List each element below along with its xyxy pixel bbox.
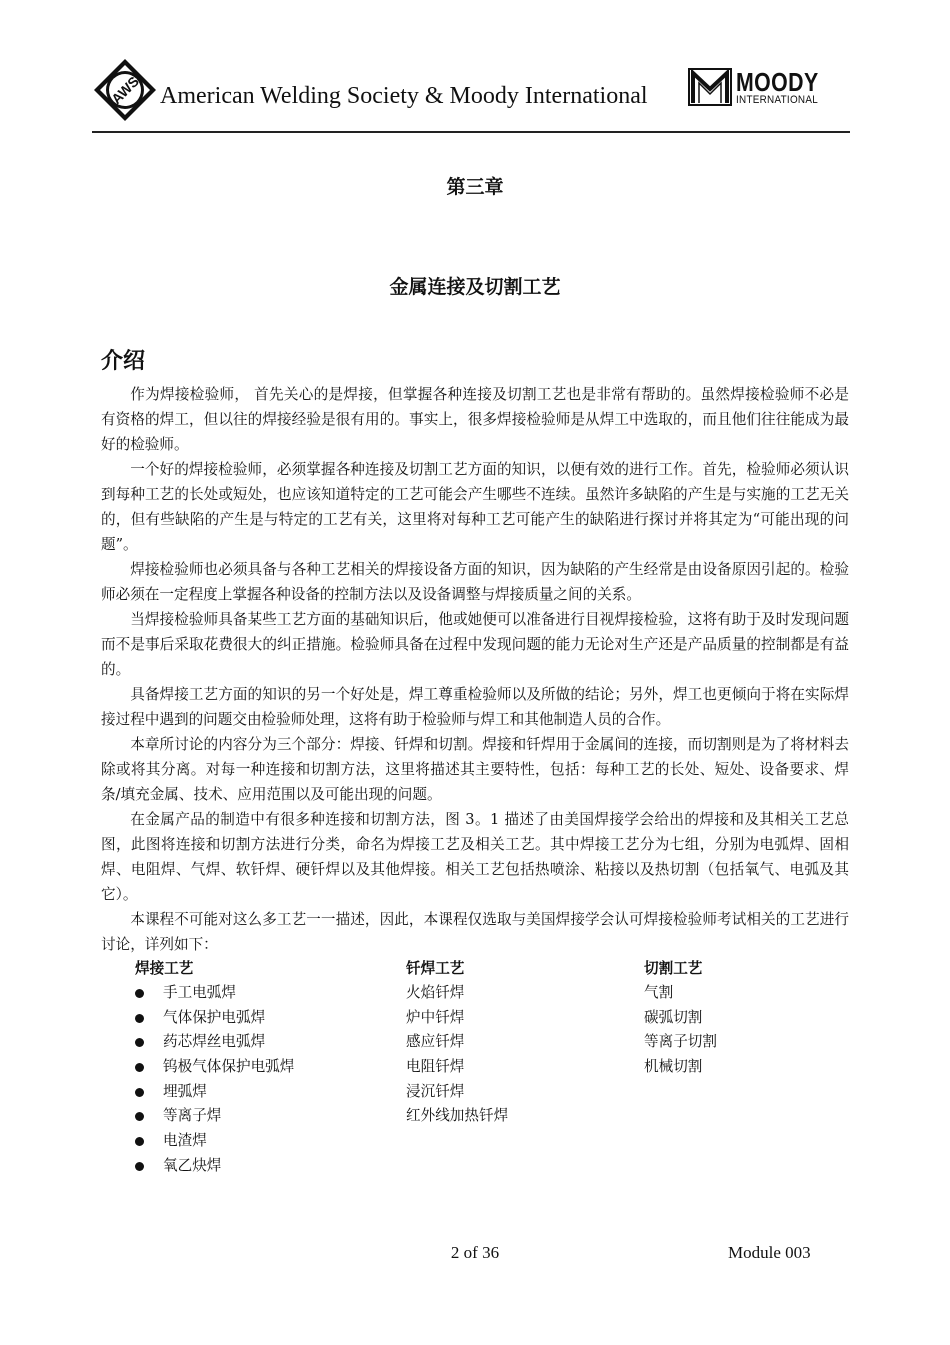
- paragraph: 作为焊接检验师， 首先关心的是焊接，但掌握各种连接及切割工艺也是非常有帮助的。虽然焊接检验师不必是有资格的焊工，但以往的焊接经验是很有用的。事实上，很多焊接检验师是从焊工中选取的，而且他们往往能成为最好的检验师。: [101, 386, 849, 453]
- page-number: 2 of 36: [450, 1243, 500, 1262]
- welding-processes-column: [135, 956, 294, 1179]
- list-item: 机械切割: [644, 1058, 703, 1076]
- list-item: 红外线加热钎焊: [406, 1107, 509, 1125]
- list-item: 炉中钎焊: [406, 1008, 465, 1026]
- bullet-icon: [135, 1038, 144, 1047]
- list-item: 电阻钎焊: [406, 1058, 465, 1076]
- paragraph: 在金属产品的制造中有很多种连接和切割方法，图 3。1 描述了由美国焊接学会给出的焊接和及其相关工艺总图，此图将连接和切割方法进行分类，命名为焊接工艺及相关工艺。其中焊接工艺分为七组，分别为电弧焊、固相焊、电阻焊、气焊、软钎焊、硬钎焊以及其他焊接。相关工艺包括热喷涂、粘接以及热切割（包括氧气、电弧及其它）。: [101, 811, 849, 903]
- paragraph: 本课程不可能对这么多工艺一一描述，因此，本课程仅选取与美国焊接学会认可焊接检验师考试相关的工艺进行讨论，详列如下：: [101, 911, 849, 953]
- paragraph: 焊接检验师也必须具备与各种工艺相关的焊接设备方面的知识，因为缺陷的产生经常是由设备原因引起的。检验师必须在一定程度上掌握各种设备的控制方法以及设备调整与焊接质量之间的关系。: [101, 561, 849, 603]
- paragraph: 当焊接检验师具备某些工艺方面的基础知识后，他或她便可以准备进行目视焊接检验，这将有助于及时发现问题而不是事后采取花费很大的纠正措施。检验师具备在过程中发现问题的能力无论对生产还是产品质量的控制都是有益的。: [101, 611, 849, 678]
- brazing-processes-heading: 钎焊工艺: [406, 960, 465, 977]
- aws-logo-text: AWS: [108, 73, 142, 107]
- list-item: 等离子切割: [644, 1033, 717, 1051]
- list-item: 感应钎焊: [406, 1033, 465, 1051]
- header-divider: [92, 131, 850, 133]
- page-header: [92, 55, 850, 133]
- list-item: 火焰钎焊: [406, 984, 465, 1001]
- cutting-processes-heading: 切割工艺: [644, 960, 703, 977]
- chapter-number: 第三章: [446, 176, 504, 198]
- list-item: 气体保护电弧焊: [135, 1006, 294, 1031]
- moody-mark-icon: [688, 67, 732, 107]
- body-text: [101, 382, 849, 957]
- bullet-icon: [135, 1014, 144, 1023]
- module-label: Module 003: [728, 1243, 811, 1262]
- list-item: 手工电弧焊: [135, 981, 294, 1006]
- header-title: American Welding Society & Moody International: [160, 83, 648, 109]
- moody-subtitle: INTERNATIONAL: [736, 94, 818, 106]
- aws-logo: [92, 57, 158, 123]
- moody-name: MOODY: [736, 67, 819, 97]
- list-item: 电渣焊: [135, 1129, 294, 1154]
- bullet-icon: [135, 1063, 144, 1072]
- list-item: 钨极气体保护电弧焊: [135, 1055, 294, 1080]
- bullet-icon: [135, 1088, 144, 1097]
- list-item: 氧乙炔焊: [135, 1154, 294, 1179]
- chapter-title: 金属连接及切割工艺: [389, 276, 561, 298]
- list-item: 药芯焊丝电弧焊: [135, 1030, 294, 1055]
- moody-logo: [688, 67, 820, 111]
- list-item: 等离子焊: [135, 1104, 294, 1129]
- brazing-processes-column: [406, 956, 508, 1129]
- welding-processes-heading: 焊接工艺: [135, 960, 194, 977]
- bullet-icon: [135, 1112, 144, 1121]
- list-item: 浸沉钎焊: [406, 1082, 465, 1100]
- paragraph: 本章所讨论的内容分为三个部分：焊接、钎焊和切割。焊接和钎焊用于金属间的连接，而切割则是为了将材料去除或将其分离。对每一种连接和切割方法，这里将描述其主要特性，包括：每种工艺的长处、短处、设备要求、焊条/填充金属、技术、应用范围以及可能出现的问题。: [101, 736, 849, 803]
- paragraph: 具备焊接工艺方面的知识的另一个好处是，焊工尊重检验师以及所做的结论；另外，焊工也更倾向于将在实际焊接过程中遇到的问题交由检验师处理，这将有助于检验师与焊工和其他制造人员的合作。: [101, 686, 849, 728]
- cutting-processes-column: [644, 956, 717, 1080]
- section-heading: 介绍: [101, 348, 146, 374]
- paragraph: 一个好的焊接检验师，必须掌握各种连接及切割工艺方面的知识，以便有效的进行工作。首先，检验师必须认识到每种工艺的长处或短处，也应该知道特定的工艺可能会产生哪些不连续。虽然许多缺陷的产生是与实施的工艺无关的，但有些缺陷的产生是与特定的工艺有关，这里将对每种工艺可能产生的缺陷进行探讨并将其定为“可能出现的问题”。: [101, 461, 849, 553]
- bullet-icon: [135, 1137, 144, 1146]
- list-item: 气割: [644, 984, 674, 1001]
- bullet-icon: [135, 1162, 144, 1171]
- list-item: 埋弧焊: [135, 1080, 294, 1105]
- bullet-icon: [135, 989, 144, 998]
- list-item: 碳弧切割: [644, 1008, 703, 1026]
